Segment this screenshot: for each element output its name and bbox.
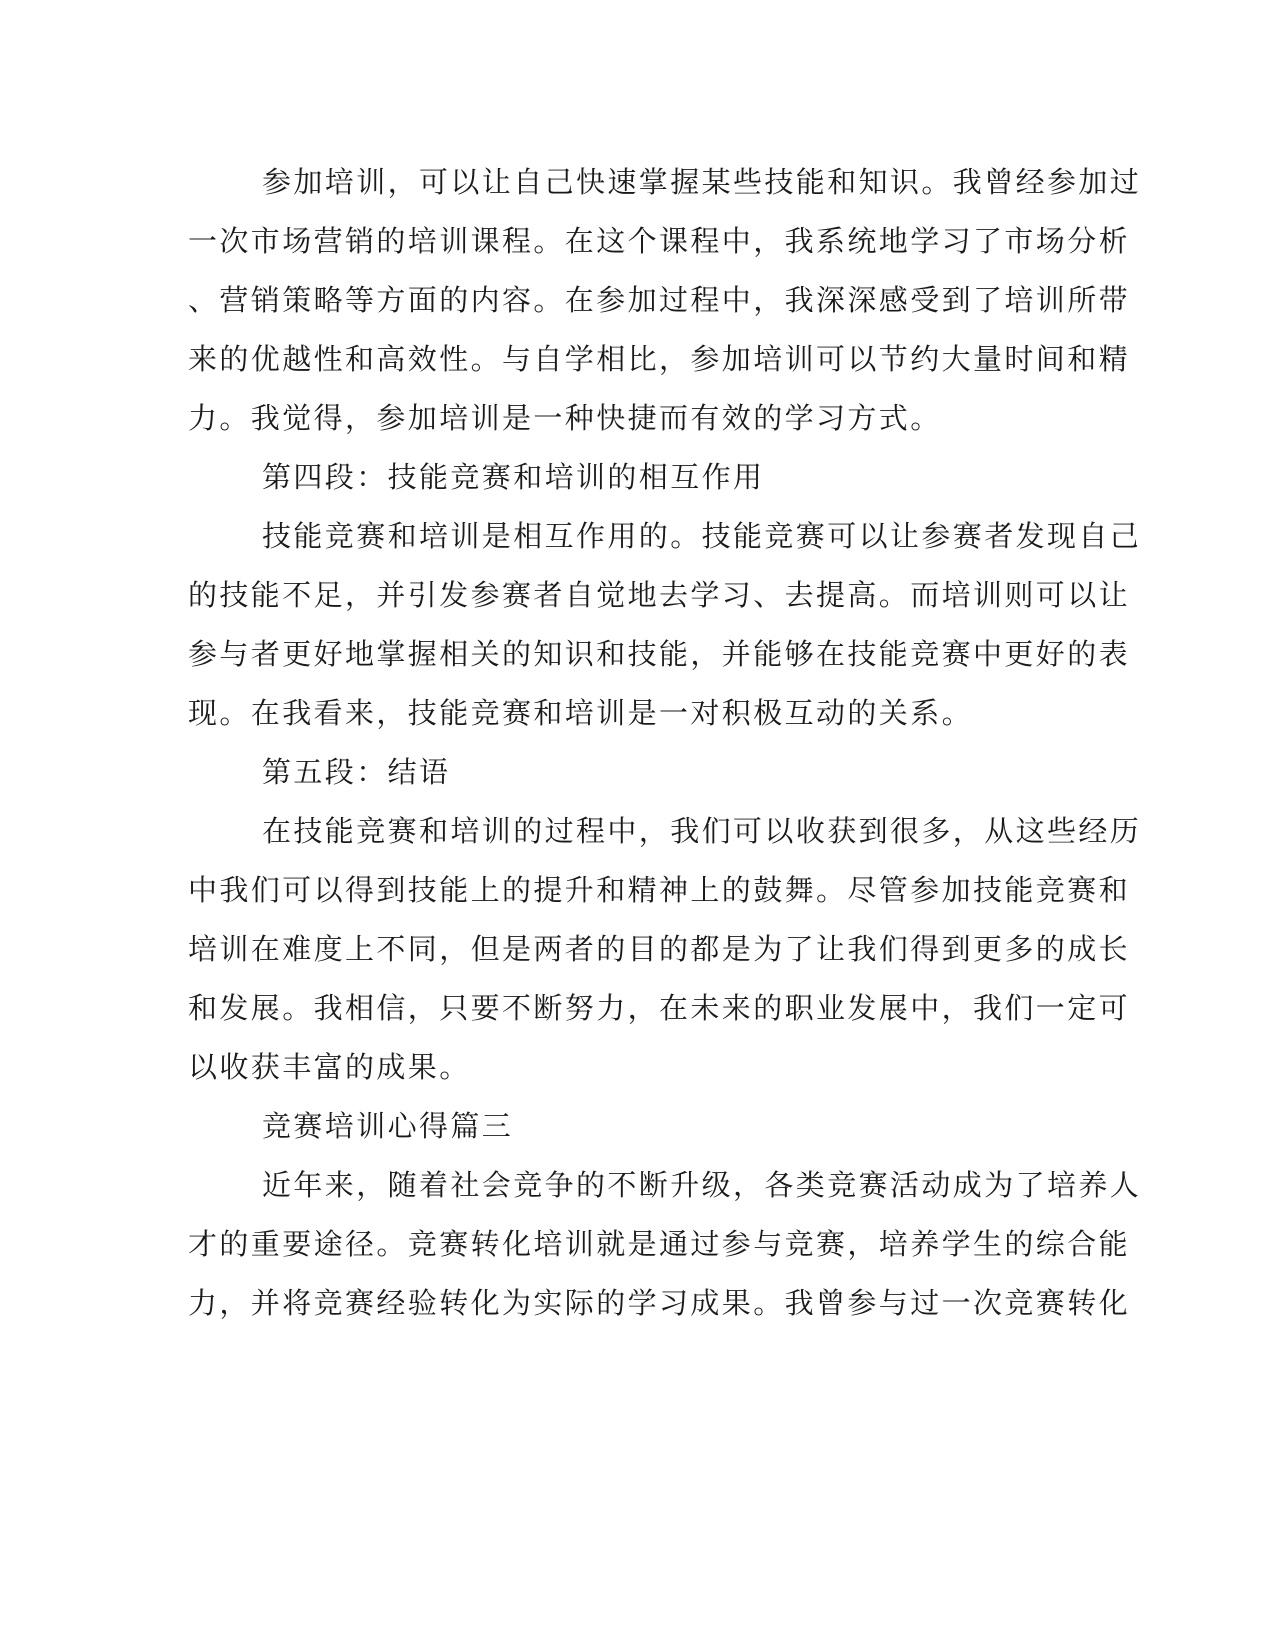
paragraph-5-line-1: 在技能竞赛和培训的过程中，我们可以收获到很多，从这些经历 — [262, 814, 1142, 848]
paragraph-3-line-4: 来的优越性和高效性。与自学相比，参加培训可以节约大量时间和精 — [188, 342, 1131, 376]
paragraph-5-line-4: 和发展。我相信，只要不断努力，在未来的职业发展中，我们一定可 — [188, 991, 1131, 1025]
paragraph-5-line-3: 培训在难度上不同，但是两者的目的都是为了让我们得到更多的成长 — [188, 932, 1131, 966]
paragraph-3-line-2: 一次市场营销的培训课程。在这个课程中，我系统地学习了市场分析 — [188, 224, 1131, 258]
paragraph-6-line-2: 才的重要途径。竞赛转化培训就是通过参与竞赛，培养学生的综合能 — [188, 1227, 1131, 1261]
paragraph-4-line-2: 的技能不足，并引发参赛者自觉地去学习、去提高。而培训则可以让 — [188, 578, 1131, 612]
paragraph-5-line-2: 中我们可以得到技能上的提升和精神上的鼓舞。尽管参加技能竞赛和 — [188, 873, 1131, 907]
paragraph-6-line-3: 力，并将竞赛经验转化为实际的学习成果。我曾参与过一次竞赛转化 — [188, 1286, 1131, 1320]
paragraph-4-line-1: 技能竞赛和培训是相互作用的。技能竞赛可以让参赛者发现自己 — [262, 519, 1142, 553]
paragraph-6-line-1: 近年来，随着社会竞争的不断升级，各类竞赛活动成为了培养人 — [262, 1168, 1142, 1202]
paragraph-3-line-3: 、营销策略等方面的内容。在参加过程中，我深深感受到了培训所带 — [188, 283, 1131, 317]
paragraph-4-line-3: 参与者更好地掌握相关的知识和技能，并能够在技能竞赛中更好的表 — [188, 637, 1131, 671]
paragraph-5-line-5: 以收获丰富的成果。 — [188, 1050, 471, 1084]
paragraph-4-line-4: 现。在我看来，技能竞赛和培训是一对积极互动的关系。 — [188, 696, 974, 730]
paragraph-3-line-1: 参加培训，可以让自己快速掌握某些技能和知识。我曾经参加过 — [262, 165, 1142, 199]
section-heading-4: 第四段：技能竞赛和培训的相互作用 — [262, 460, 765, 494]
paragraph-3-line-5: 力。我觉得，参加培训是一种快捷而有效的学习方式。 — [188, 401, 942, 435]
section-heading-5: 第五段：结语 — [262, 755, 451, 789]
article-title-part-3: 竞赛培训心得篇三 — [262, 1109, 514, 1143]
